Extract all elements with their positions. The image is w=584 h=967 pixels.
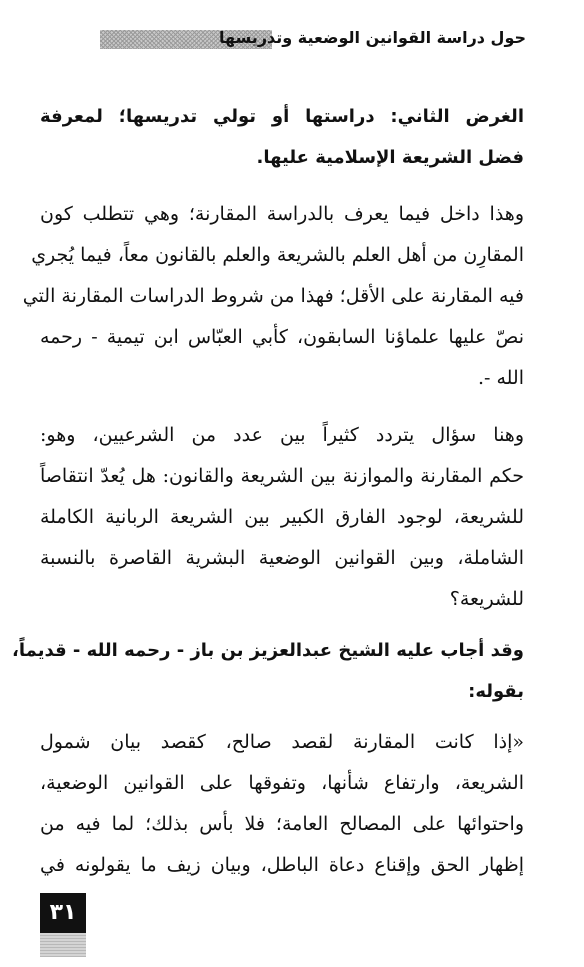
paragraph-purpose: [40, 96, 524, 178]
paragraph-comparative-study: [22, 194, 524, 399]
text-line: للشريعة؟: [449, 588, 524, 610]
paragraph-quotation: [40, 722, 524, 886]
text-line: الشاملة، وبين القوانين الوضعية البشرية القاصرة بالنسبة: [40, 547, 524, 569]
text-line: الله -.: [477, 367, 524, 389]
text-line: حكم المقارنة والموازنة بين الشريعة والقانون: هل يُعدّ انتقاصاً: [40, 465, 524, 487]
paragraph-question: [40, 415, 524, 620]
running-header-title: حول دراسة القوانين الوضعية وتدريسها: [218, 28, 526, 47]
page-body: [12, 96, 524, 886]
text-line: الغرض الثاني: دراستها أو تولي تدريسها؛ لمعرفة: [40, 106, 524, 127]
text-line: فضل الشريعة الإسلامية عليها.: [256, 147, 524, 168]
text-line: فيه المقارنة على الأقل؛ فهذا من شروط الدراسات المقارنة التي: [22, 285, 524, 307]
text-line: إظهار الحق وإقناع دعاة الباطل، وبيان زيف ما يقولونه في: [40, 854, 524, 876]
page-number: ٣١: [40, 893, 86, 933]
paragraph-answer-intro: [12, 630, 524, 712]
text-line: المقارِن من أهل العلم بالشريعة والعلم بالقانون معاً، فيما يُجري: [31, 244, 524, 266]
text-line: الشريعة، وارتفاع شأنها، وتفوقها على القوانين الوضعية،: [40, 772, 524, 794]
text-line: للشريعة، لوجود الفارق الكبير بين الشريعة الربانية الكاملة: [40, 506, 524, 528]
text-line: واحتوائها على المصالح العامة؛ فلا بأس بذلك؛ لما فيه من: [40, 813, 524, 835]
text-line: نصّ عليها علماؤنا السابقون، كأبي العبّاس ابن تيمية - رحمه: [40, 326, 524, 348]
text-line: «إذا كانت المقارنة لقصد صالح، كقصد بيان شمول: [40, 731, 524, 753]
text-line: وقد أجاب عليه الشيخ عبدالعزيز بن باز - رحمه الله - قديماً،: [12, 640, 524, 661]
text-line: وهنا سؤال يتردد كثيراً بين عدد من الشرعيين، وهو:: [40, 424, 524, 446]
text-line: وهذا داخل فيما يعرف بالدراسة المقارنة؛ وهي تتطلب كون: [40, 203, 524, 225]
text-line: بقوله:: [468, 681, 524, 702]
